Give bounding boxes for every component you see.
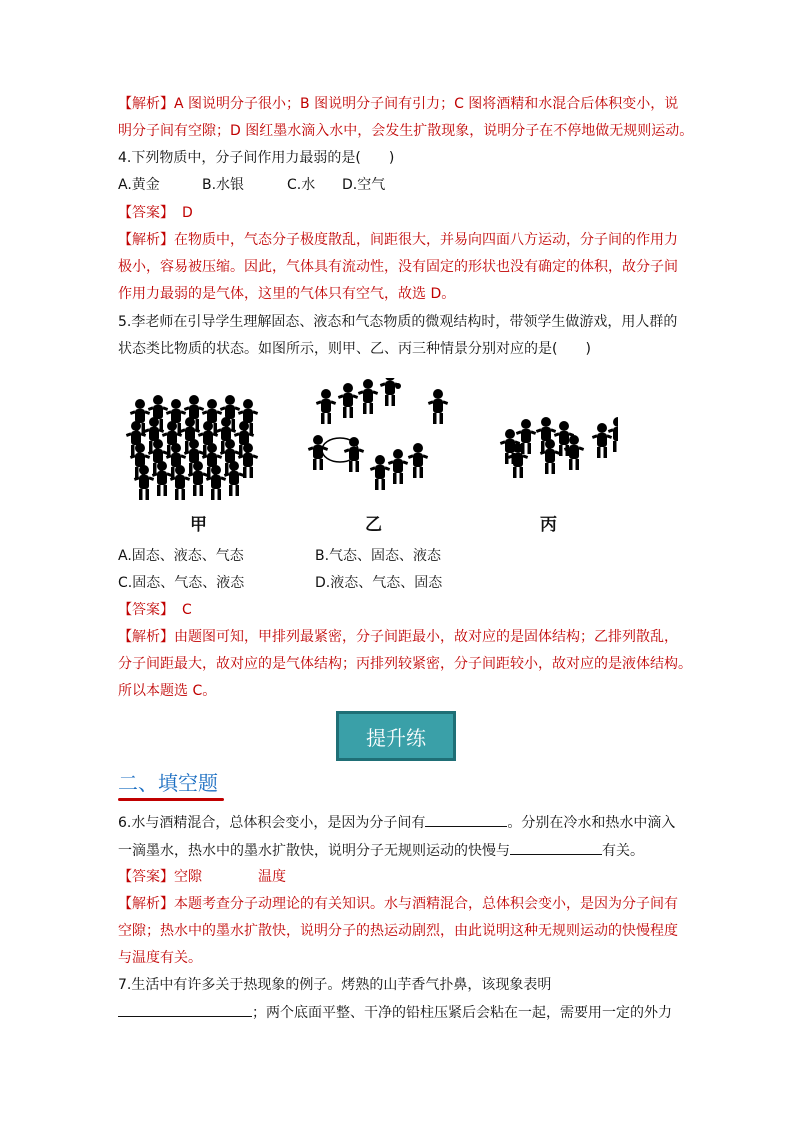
q5-option-a: A.固态、液态、气态 — [118, 548, 244, 564]
section-title-underline — [118, 798, 224, 801]
liquid-crowd-icon — [500, 417, 618, 478]
q5-answer: C — [182, 602, 192, 618]
q5-stem-line-1: 5.李老师在引导学生理解固态、液态和气态物质的微观结构时，带领学生做游戏，用人群的 — [118, 314, 678, 330]
q5-option-d: D.液态、气态、固态 — [315, 575, 443, 591]
q3-analysis-text-1: A 图说明分子很小；B 图说明分子间有引力；C 图将酒精和水混合后体积变小，说 — [174, 96, 679, 112]
q5-stem-line-2: 状态类比物质的状态。如图所示，则甲、乙、丙三种情景分别对应的是( ) — [118, 341, 591, 357]
practice-banner: 提升练 — [336, 711, 456, 761]
section-title: 二、填空题 — [118, 771, 218, 795]
q4-option-b: B.水银 — [202, 177, 245, 193]
q7-stem-line-2 — [118, 1002, 672, 1023]
q3-analysis-line-2: 明分子间有空隙；D 图红墨水滴入水中，会发生扩散现象，说明分子在不停地做无规则运动。 — [118, 123, 694, 139]
q6-analysis-line-3: 与温度有关。 — [118, 950, 202, 966]
answer-label: 【答案】 — [118, 205, 174, 221]
q6-answer-1: 空隙 — [174, 869, 202, 885]
q5-analysis-line-2: 分子间距最大，故对应的是气体结构；丙排列较紧密，分子间距较小，故对应的是液体结构。 — [118, 656, 692, 672]
q6-stem-text-2b: 有关。 — [602, 843, 644, 859]
q5-option-b: B.气态、固态、液态 — [315, 548, 442, 564]
q4-option-c: C.水 — [287, 177, 316, 193]
q4-answer-line — [118, 203, 193, 223]
gas-crowd-icon — [308, 378, 448, 490]
q7-blank-1 — [118, 1002, 252, 1017]
q4-analysis-text-1: 在物质中，气态分子极度散乱，间距很大，并易向四面八方运动，分子间的作用力 — [174, 232, 678, 248]
analysis-label: 【解析】 — [118, 896, 174, 912]
q6-analysis-line-2: 空隙；热水中的墨水扩散快，说明分子的热运动剧烈，由此说明这种无规则运动的快慢程度 — [118, 923, 678, 939]
q6-answer-2: 温度 — [258, 869, 286, 885]
q4-analysis-line-2: 极小，容易被压缩。因此，气体具有流动性，没有固定的形状也没有确定的体积，故分子间 — [118, 259, 678, 275]
q6-analysis-text-1: 本题考查分子动理论的有关知识。水与酒精混合，总体积会变小，是因为分子间有 — [174, 896, 678, 912]
q5-analysis-line-3: 所以本题选 C。 — [118, 683, 217, 699]
q5-analysis-text-1: 由题图可知，甲排列最紧密，分子间距最小，故对应的是固体结构；乙排列散乱， — [174, 629, 678, 645]
figure-label-bing: 丙 — [540, 515, 557, 535]
analysis-label: 【解析】 — [118, 232, 174, 248]
q5-answer-line — [118, 600, 192, 620]
solid-crowd-icon — [126, 395, 258, 500]
q4-answer: D — [182, 205, 193, 221]
answer-label: 【答案】 — [118, 602, 174, 618]
q4-analysis-line-3: 作用力最弱的是气体，这里的气体只有空气，故选 D。 — [118, 286, 456, 302]
q6-analysis-line-1 — [118, 894, 678, 914]
q4-stem: 4.下列物质中，分子间作用力最弱的是( ) — [118, 150, 395, 166]
q6-stem-text-1a: 6.水与酒精混合，总体积会变小，是因为分子间有 — [118, 815, 426, 831]
figure-label-jia: 甲 — [190, 515, 207, 535]
q4-option-a: A.黄金 — [118, 177, 160, 193]
q3-analysis-line-1 — [118, 94, 678, 114]
analysis-label: 【解析】 — [118, 629, 174, 645]
q7-stem-text-2b: ；两个底面平整、干净的铅柱压紧后会粘在一起，需要用一定的外力 — [252, 1005, 672, 1021]
q6-stem-line-2 — [118, 840, 644, 861]
q6-blank-2 — [510, 840, 602, 855]
q5-analysis-line-1 — [118, 627, 678, 647]
q6-stem-text-2a: 一滴墨水，热水中的墨水扩散快，说明分子无规则运动的快慢与 — [118, 843, 510, 859]
q6-answer-line — [118, 867, 286, 887]
answer-label: 【答案】 — [118, 869, 174, 885]
q4-analysis-line-1 — [118, 230, 678, 250]
q5-option-c: C.固态、气态、液态 — [118, 575, 245, 591]
q4-option-d: D.空气 — [342, 177, 386, 193]
analysis-label: 【解析】 — [118, 96, 174, 112]
figure-label-yi: 乙 — [365, 515, 382, 535]
q6-stem-line-1 — [118, 812, 675, 833]
q6-stem-text-1b: 。分别在冷水和热水中滴入 — [507, 815, 676, 831]
q6-blank-1 — [425, 812, 507, 827]
q7-stem-line-1: 7.生活中有许多关于热现象的例子。烤熟的山芋香气扑鼻，该现象表明 — [118, 977, 552, 993]
